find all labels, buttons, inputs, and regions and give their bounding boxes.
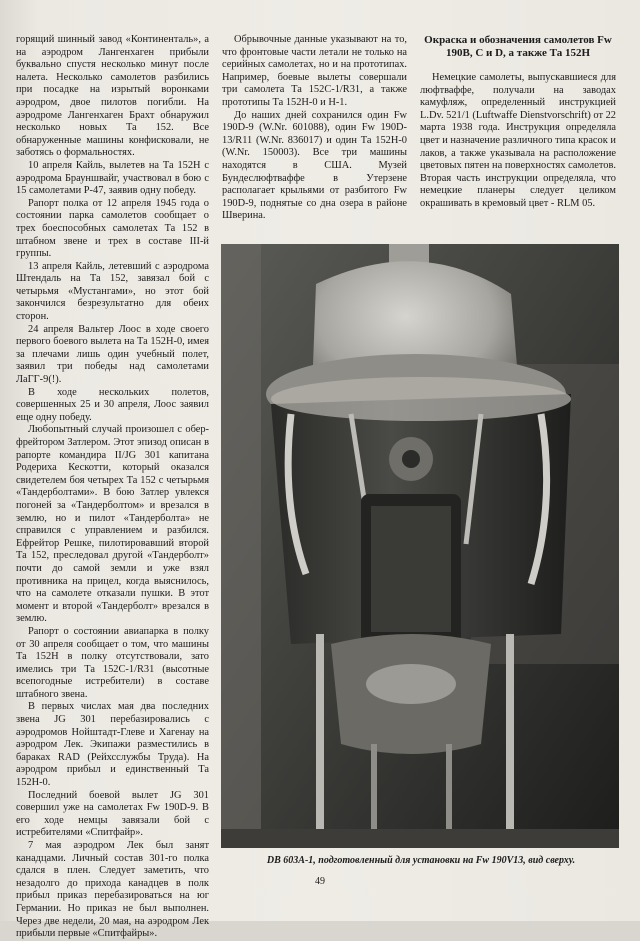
section-heading: Окраска и обозначения самолетов Fw 190В, С и D, а также Та 152Н [424, 34, 612, 59]
engine-illustration [221, 244, 619, 848]
photo-caption: DB 603A-1, подготовленный для установки на Fw 190V13, вид сверху. [266, 855, 576, 866]
paragraph: Рапорт о состоянии авиапарка в полку от 30 апреля сообщает о том, что машины Та 152Н в полку отсутствовали, зато имелись три Та 152С-1/R31 (высотные всепогодные истребители) в составе штабного звена. [16, 625, 209, 700]
paragraph: 7 мая аэродром Лек был занят канадцами. Личный состав 301-го полка сдался в плен. Следует заметить, что незадолго до прихода канадцев в полк прибыл приказ перебазироваться на юг Германии. Но приказ не был выполнен. Через две недели, 20 мая, на аэродром Лек прибыли первые «Спитфайры». [16, 840, 209, 940]
paragraph: горящий шинный завод «Континенталь», а на аэродром Лангенхаген прибыли буквально спустя несколько минут после налета. Несколько самолетов разбились при посадке на изрытый воронками аэродром, двое пилотов погибли. На аэродроме Лангенхаген Брахт обнаружил несколько новых Та 152. Все обнаруженные машины конфисковали, не заботясь о формальностях. [16, 34, 209, 159]
paragraph: 10 апреля Кайль, вылетев на Та 152Н с аэродрома Брауншвайг, участвовал в бою с 15 самолетами Р-47, заявив одну победу. [16, 159, 209, 197]
paragraph: 13 апреля Кайль, летевший с аэродрома Штендаль на Та 152, завязал бой с четырьмя «Мустангами», но этот бой закончился безрезультатно для обеих сторон. [16, 260, 209, 323]
paragraph: До наших дней сохранился один Fw 190D-9 (W.Nr. 601088), один Fw 190D-13/R11 (W.Nr. 836017) и один Та 152Н-0 (W.Nr. 150003). Все три машины находятся в США. Музей Бундеслюфтваффе в Утерзене располагает крыльями от разбитого Fw 190D-9, поднятые со дна озера в районе Шверина. [222, 109, 407, 222]
paragraph: В первых числах мая два последних звена JG 301 перебазировались с аэродромов Нойштадт-Глеве и Хагенау на аэродром Лек. Экипажи разместились в бараках RAD (Рейхсслужбы Труда). На аэродром прибыл и единственный Та 152Н-0. [16, 701, 209, 789]
paragraph: 24 апреля Вальтер Лоос в ходе своего первого боевого вылета на Та 152Н-0, имея за плечами лишь один учебный полет, заявил три победы над самолетами ЛаГГ-9(!). [16, 323, 209, 386]
paragraph: Рапорт полка от 12 апреля 1945 года о состоянии парка самолетов сообщает о трех боеспособных самолетах Та 152 в штабном звене и трех в составе III-й группы. [16, 197, 209, 260]
text-column-left [16, 34, 209, 941]
text-column-middle [222, 34, 407, 223]
paragraph: Любопытный случай произошел с обер-фрейтором Затлером. Этот эпизод описан в рапорте командира II/JG 301 капитана Родериха Кескотти, который оказался свидетелем боя четырех Та 152 с четырьмя «Тандерболтами». В бою Затлер увлекся погоней за «Тандерболтом» и врезался в землю, но и пилот «Тандерболта» не справился с управлением и разбился. Ефрейтор Решке, пилотировавший второй Та 152, преследовал другой «Тандерболт» почти до самой земли и уже взял противника на прицел, когда выяснилось, что на самолете отказали пушки. В этот момент и второй «Тандерболт» врезался в землю. [16, 424, 209, 625]
paragraph: В ходе нескольких полетов, совершенных 25 и 30 апреля, Лоос заявил еще одну победу. [16, 386, 209, 423]
engine-photo [221, 244, 619, 848]
paragraph: Обрывочные данные указывают на то, что фронтовые части летали не только на серийных самолетах, но и на прототипах. Например, боевые вылеты совершали три самолета Та 152С-1/R31, а также прототипы Та 152Н-0 и Н-1. [222, 34, 407, 108]
page-number: 49 [315, 876, 325, 887]
paragraph: Последний боевой вылет JG 301 совершил уже на самолетах Fw 190D-9. В его ходе немцы завязали бой с истребителями «Спитфайр». [16, 789, 209, 839]
text-column-right [420, 34, 616, 211]
paragraph: Немецкие самолеты, выпускавшиеся для люфтваффе, получали на заводах камуфляж, определенный инструкцией L.Dv. 521/1 (Luftwaffe Dienstvorschrift) от 22 марта 1938 года. Инструкция определяла цвет и назначение различного типа красок и лаков, а также указывала на расположение цветовых пятен на поверхностях самолетов. Вторая часть инструкции определяла, что немецкие планеры следует целиком окрашивать в кремовый цвет - RLM 05. [420, 72, 617, 209]
